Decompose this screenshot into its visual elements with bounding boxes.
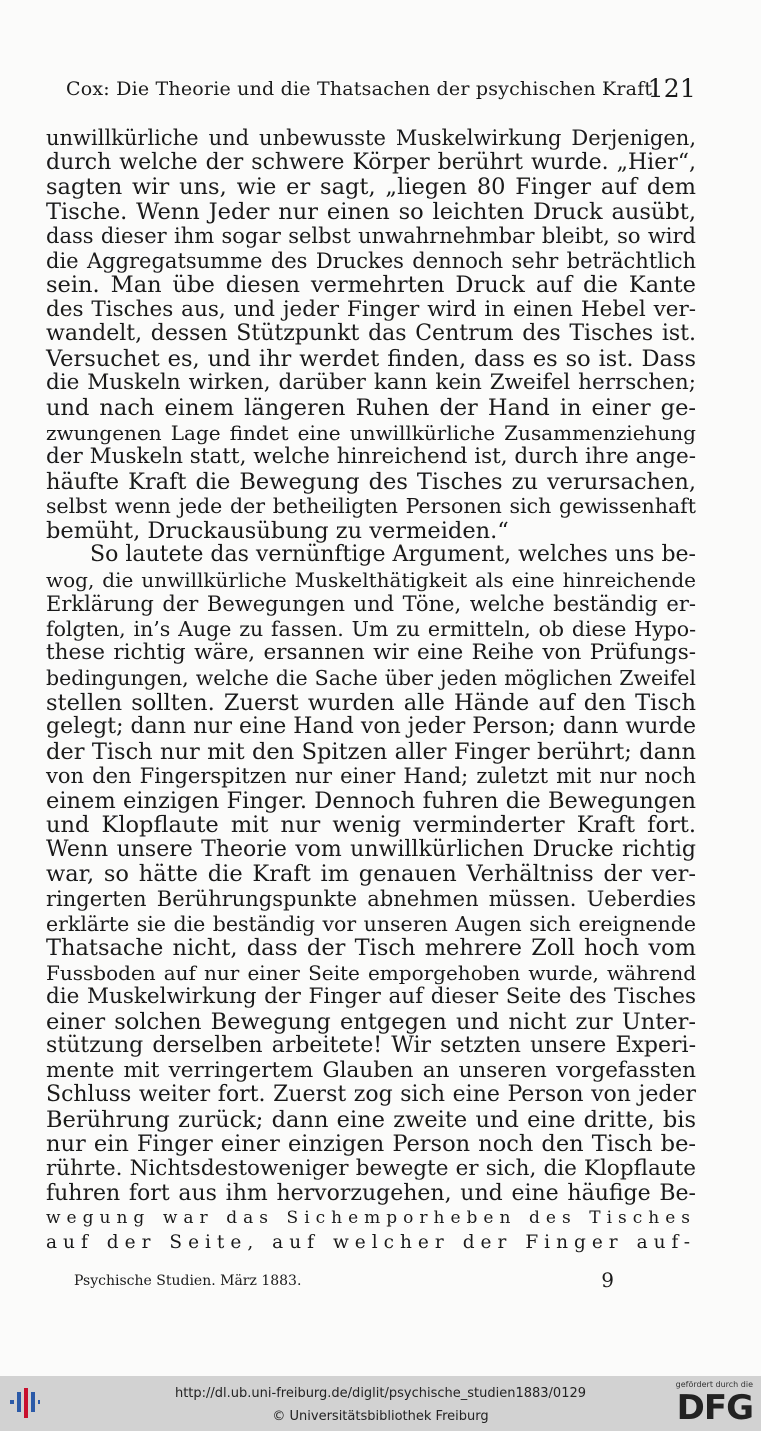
text-line: Erklärung der Bewegungen und Töne, welche beständig er- [46, 592, 696, 617]
text-line: Schluss weiter fort. Zuerst zog sich eine Person von jeder [46, 1082, 696, 1108]
text-line: der Muskeln statt, welche hinreichend ist, durch ihre ange- [46, 444, 696, 470]
viewer-bottom-bar [0, 1376, 761, 1431]
text-line: stellen sollten. Zuerst wurden alle Hände auf den Tisch [46, 689, 696, 716]
copyright-notice: © Universitätsbibliothek Freiburg [272, 1409, 489, 1424]
text-line: erklärte sie die beständig vor unseren Augen sich ereignende [46, 911, 696, 936]
text-line: Fussboden auf nur einer Seite emporgehoben wurde, während [46, 960, 696, 985]
text-line: war, so hätte die Kraft im genauen Verhältniss der ver- [46, 861, 696, 888]
text-line: dass dieser ihm sogar selbst unwahrnehmbar bleibt, so wird [46, 224, 696, 249]
text-line: sein. Man übe diesen vermehrten Druck auf die Kante [46, 272, 696, 299]
text-line: folgten, in’s Auge zu fassen. Um zu ermitteln, ob diese Hypo- [46, 616, 696, 641]
dfg-tagline: gefördert durch die [675, 1380, 753, 1389]
text-line: mente mit verringertem Glauben an unseren vorgefassten [46, 1057, 696, 1083]
text-line: Versuchet es, und ihr werdet finden, dass es so ist. Dass [46, 345, 696, 372]
text-line: stützung derselben arbeitete! Wir setzten unsere Experi- [46, 1033, 696, 1059]
text-line: und Klopflaute mit nur wenig verminderter Kraft fort. [46, 812, 696, 839]
text-line: sagten wir uns, wie er sagt, „liegen 80 Finger auf dem [46, 174, 696, 201]
text-line: zwungenen Lage findet eine unwillkürliche Zusammenziehung [46, 420, 696, 445]
text-line: und nach einem längeren Ruhen der Hand in einer ge- [46, 395, 696, 422]
text-line: die Muskeln wirken, darüber kann kein Zweifel herrschen; [46, 370, 696, 396]
text-line: einer solchen Bewegung entgegen und nicht zur Unter- [46, 1008, 696, 1035]
page-number: 121 [647, 74, 696, 103]
text-line: bedingungen, welche die Sache über jeden möglichen Zweifel [46, 666, 696, 691]
text-line: einem einzigen Finger. Dennoch fuhren die Bewegungen [46, 787, 696, 814]
text-line: selbst wenn jede der betheiligten Personen sich gewissenhaft [46, 494, 696, 519]
page-footer [74, 1268, 614, 1293]
text-line: unwillkürliche und unbewusste Muskelwirkung Derjenigen, [46, 126, 696, 150]
dfg-wordmark: DFG [676, 1388, 753, 1428]
journal-footer: Psychische Studien. März 1883. [74, 1273, 302, 1289]
text-line: gelegt; dann nur eine Hand von jeder Person; dann wurde [46, 714, 696, 740]
text-line: der Tisch nur mit den Spitzen aller Finger berührt; dann [46, 738, 696, 765]
text-line: wegung war das Sichemporheben des Tisches [46, 1208, 696, 1229]
body-text [46, 126, 696, 1255]
text-line: these richtig wäre, ersannen wir eine Reihe von Prüfungs- [46, 640, 696, 666]
running-head [66, 76, 698, 106]
text-line: Wenn unsere Theorie vom unwillkürlichen Drucke richtig [46, 836, 696, 862]
text-line: nur ein Finger einer einzigen Person noch den Tisch be- [46, 1131, 696, 1158]
text-line: des Tisches aus, und jeder Finger wird in einen Hebel ver- [46, 296, 696, 322]
text-line: ringerten Berührungspunkte abnehmen müssen. Ueberdies [46, 886, 696, 911]
text-line: Berührung zurück; dann eine zweite und eine dritte, bis [46, 1106, 696, 1133]
text-line: die Muskelwirkung der Finger auf dieser Seite des Tisches [46, 984, 696, 1010]
text-line: durch welche der schwere Körper berührt wurde. „Hier“, [46, 149, 696, 175]
page-url-link[interactable]: http://dl.ub.uni-freiburg.de/diglit/psychische_studien1883/0129 [174, 1386, 587, 1401]
dfg-logo[interactable] [671, 1380, 753, 1428]
text-line: bemüht, Druckausübung zu vermeiden.“ [46, 517, 509, 544]
signature-mark: 9 [601, 1268, 614, 1292]
text-line: wandelt, dessen Stützpunkt das Centrum des Tisches ist. [46, 321, 696, 347]
text-line: Tische. Wenn Jeder nur einen so leichten Druck ausübt, [46, 198, 696, 225]
text-line: So lautete das vernünftige Argument, welches uns be- [90, 542, 696, 568]
text-line: häufte Kraft die Bewegung des Tisches zu verursachen, [46, 468, 696, 495]
text-line: rührte. Nichtsdestoweniger bewegte er sich, die Klopflaute [46, 1155, 696, 1181]
text-line: von den Fingerspitzen nur einer Hand; zuletzt mit nur noch [46, 764, 696, 789]
text-line: die Aggregatsumme des Druckes dennoch sehr beträchtlich [46, 248, 696, 273]
text-line: wog, die unwillkürliche Muskelthätigkeit als eine hinreichende [46, 567, 696, 592]
text-line: fuhren fort aus ihm hervorzugehen, und eine häufige Be- [46, 1180, 696, 1206]
text-line: auf der Seite, auf welcher der Finger auf- [46, 1231, 696, 1253]
running-head-title: Cox: Die Theorie und die Thatsachen der psychischen Kraft. [66, 78, 659, 100]
text-line: Thatsache nicht, dass der Tisch mehrere Zoll hoch vom [46, 935, 696, 962]
